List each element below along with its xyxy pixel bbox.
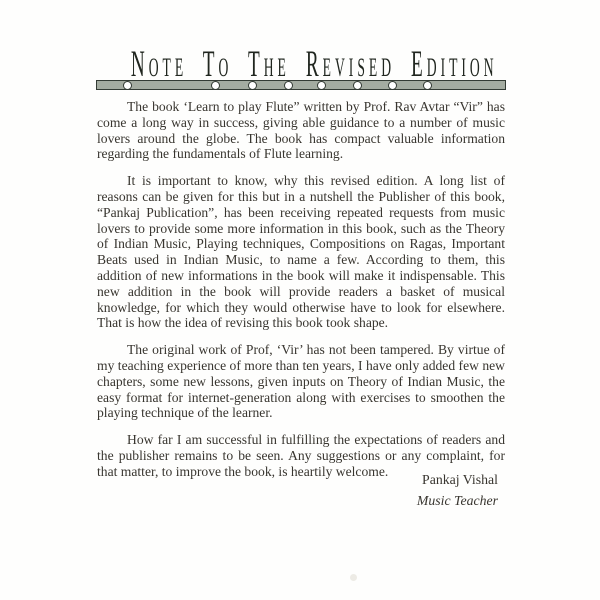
paragraph-4: How far I am successful in fulfilling the expectations of readers and the publisher remains to be seen. Any suggestions or any complaint, for that matter, to improve the book, is heartily welcome. (97, 432, 505, 479)
title-wrap (96, 38, 506, 86)
paragraph-2: It is important to know, why this revised edition. A long list of reasons can be given for this but in a nutshell the Publisher of this book, “Pankaj Publication”, has been receiving repeated requests from music lovers to provide some more information in this book, such as the Theory of Indian Music, Playing techniques, Compositions on Ragas, Important Beats used in Indian Music, to name a few. According to them, this addition of new informations in the book will make it indispensable. This new addition in the book will provide readers a basket of musical knowledge, for which they would otherwise have to look for elsewhere. That is how the idea of revising this book took shape. (97, 173, 505, 331)
page-title: Note To The Revised Edition (130, 45, 498, 86)
signature-role: Music Teacher (416, 493, 498, 508)
paragraph-1: The book ‘Learn to play Flute” written by Prof. Rav Avtar “Vir” has come a long way in success, giving able guidance to a number of music lovers around the globe. The book has compact valuable information regarding the fundamentals of Flute learning. (97, 99, 505, 162)
signature-name: Pankaj Vishal (422, 472, 498, 487)
signature-block (97, 469, 498, 511)
scan-artifact-dot (350, 574, 357, 581)
body-text (97, 99, 505, 491)
title-banner (0, 0, 600, 100)
paragraph-3: The original work of Prof, ‘Vir’ has not been tampered. By virtue of my teaching experience of more than ten years, I have only added few new chapters, some new lessons, given inputs on Theory of Indian Music, the easy format for internet-generation along with exercises to smoothen the playing technique of the learner. (97, 342, 505, 421)
